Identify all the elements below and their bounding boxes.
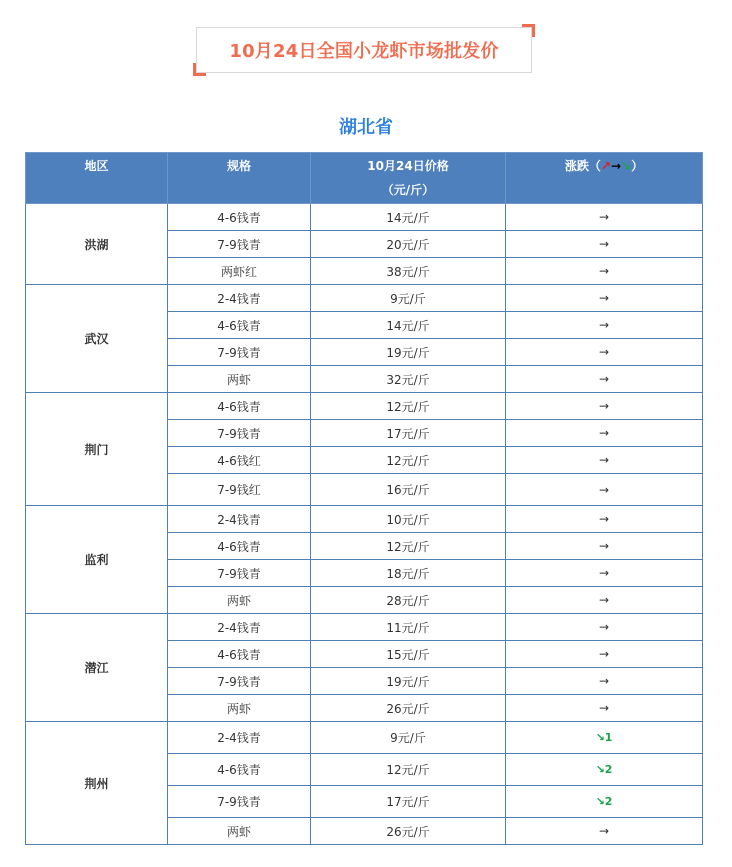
spec-cell: 两虾 bbox=[168, 587, 311, 614]
trend-flat-cell: → bbox=[506, 668, 703, 695]
table-row bbox=[26, 204, 703, 231]
spec-cell: 4-6钱青 bbox=[168, 641, 311, 668]
spec-cell: 7-9钱青 bbox=[168, 231, 311, 258]
region-cell: 洪湖 bbox=[26, 204, 168, 285]
corner-decoration-bottom-left bbox=[193, 63, 206, 76]
spec-cell: 2-4钱青 bbox=[168, 285, 311, 312]
trend-flat-cell: → bbox=[506, 695, 703, 722]
price-cell: 15元/斤 bbox=[311, 641, 506, 668]
price-cell: 26元/斤 bbox=[311, 818, 506, 845]
region-cell: 监利 bbox=[26, 506, 168, 614]
price-cell: 18元/斤 bbox=[311, 560, 506, 587]
trend-flat-cell: → bbox=[506, 258, 703, 285]
trend-flat-cell: → bbox=[506, 312, 703, 339]
trend-flat-cell: → bbox=[506, 506, 703, 533]
spec-cell: 4-6钱青 bbox=[168, 393, 311, 420]
price-cell: 32元/斤 bbox=[311, 366, 506, 393]
price-cell: 26元/斤 bbox=[311, 695, 506, 722]
price-cell: 12元/斤 bbox=[311, 533, 506, 560]
header-price: 10月24日价格 （元/斤） bbox=[311, 153, 506, 204]
price-cell: 19元/斤 bbox=[311, 668, 506, 695]
table-row bbox=[26, 393, 703, 420]
price-cell: 38元/斤 bbox=[311, 258, 506, 285]
spec-cell: 两虾红 bbox=[168, 258, 311, 285]
trend-flat-cell: → bbox=[506, 393, 703, 420]
trend-down-icon: ↘ bbox=[621, 159, 632, 173]
price-cell: 20元/斤 bbox=[311, 231, 506, 258]
spec-cell: 7-9钱红 bbox=[168, 474, 311, 506]
region-cell: 荆门 bbox=[26, 393, 168, 506]
trend-flat-cell: → bbox=[506, 231, 703, 258]
province-heading: 湖北省 bbox=[339, 117, 393, 138]
trend-flat-cell: → bbox=[506, 447, 703, 474]
trend-flat-cell: → bbox=[506, 339, 703, 366]
header-spec: 规格 bbox=[168, 153, 311, 204]
trend-flat-icon: → bbox=[610, 159, 622, 173]
spec-cell: 7-9钱青 bbox=[168, 339, 311, 366]
price-cell: 17元/斤 bbox=[311, 420, 506, 447]
spec-cell: 2-4钱青 bbox=[168, 614, 311, 641]
region-cell: 潜江 bbox=[26, 614, 168, 722]
header-trend: 涨跌（↗→↘） bbox=[506, 153, 703, 204]
trend-flat-cell: → bbox=[506, 204, 703, 231]
header-region: 地区 bbox=[26, 153, 168, 204]
spec-cell: 两虾 bbox=[168, 366, 311, 393]
table-row bbox=[26, 506, 703, 533]
spec-cell: 2-4钱青 bbox=[168, 722, 311, 754]
trend-flat-cell: → bbox=[506, 587, 703, 614]
trend-flat-cell: → bbox=[506, 533, 703, 560]
price-cell: 11元/斤 bbox=[311, 614, 506, 641]
price-table bbox=[25, 152, 703, 845]
table-row bbox=[26, 614, 703, 641]
trend-down-cell: ↘2 bbox=[506, 786, 703, 818]
spec-cell: 4-6钱青 bbox=[168, 533, 311, 560]
trend-flat-cell: → bbox=[506, 420, 703, 447]
trend-flat-cell: → bbox=[506, 474, 703, 506]
title-banner bbox=[196, 27, 532, 73]
price-cell: 17元/斤 bbox=[311, 786, 506, 818]
price-cell: 14元/斤 bbox=[311, 312, 506, 339]
price-cell: 10元/斤 bbox=[311, 506, 506, 533]
region-cell: 武汉 bbox=[26, 285, 168, 393]
price-cell: 12元/斤 bbox=[311, 754, 506, 786]
table-row bbox=[26, 722, 703, 754]
table-row bbox=[26, 285, 703, 312]
trend-flat-cell: → bbox=[506, 285, 703, 312]
spec-cell: 两虾 bbox=[168, 818, 311, 845]
corner-decoration-top-right bbox=[522, 24, 535, 37]
trend-down-cell: ↘2 bbox=[506, 754, 703, 786]
trend-flat-cell: → bbox=[506, 818, 703, 845]
spec-cell: 7-9钱青 bbox=[168, 560, 311, 587]
spec-cell: 4-6钱青 bbox=[168, 754, 311, 786]
page-title: 10月24日全国小龙虾市场批发价 bbox=[229, 41, 499, 62]
trend-flat-cell: → bbox=[506, 366, 703, 393]
price-cell: 19元/斤 bbox=[311, 339, 506, 366]
spec-cell: 7-9钱青 bbox=[168, 420, 311, 447]
trend-flat-cell: → bbox=[506, 614, 703, 641]
price-cell: 16元/斤 bbox=[311, 474, 506, 506]
price-cell: 12元/斤 bbox=[311, 447, 506, 474]
spec-cell: 4-6钱红 bbox=[168, 447, 311, 474]
spec-cell: 7-9钱青 bbox=[168, 668, 311, 695]
trend-up-icon: ↗ bbox=[600, 159, 611, 173]
price-cell: 28元/斤 bbox=[311, 587, 506, 614]
price-cell: 14元/斤 bbox=[311, 204, 506, 231]
spec-cell: 7-9钱青 bbox=[168, 786, 311, 818]
spec-cell: 4-6钱青 bbox=[168, 312, 311, 339]
spec-cell: 4-6钱青 bbox=[168, 204, 311, 231]
price-cell: 12元/斤 bbox=[311, 393, 506, 420]
table-header-row bbox=[26, 153, 703, 204]
spec-cell: 两虾 bbox=[168, 695, 311, 722]
price-cell: 9元/斤 bbox=[311, 285, 506, 312]
spec-cell: 2-4钱青 bbox=[168, 506, 311, 533]
trend-down-cell: ↘1 bbox=[506, 722, 703, 754]
trend-flat-cell: → bbox=[506, 560, 703, 587]
region-cell: 荆州 bbox=[26, 722, 168, 845]
trend-flat-cell: → bbox=[506, 641, 703, 668]
price-cell: 9元/斤 bbox=[311, 722, 506, 754]
